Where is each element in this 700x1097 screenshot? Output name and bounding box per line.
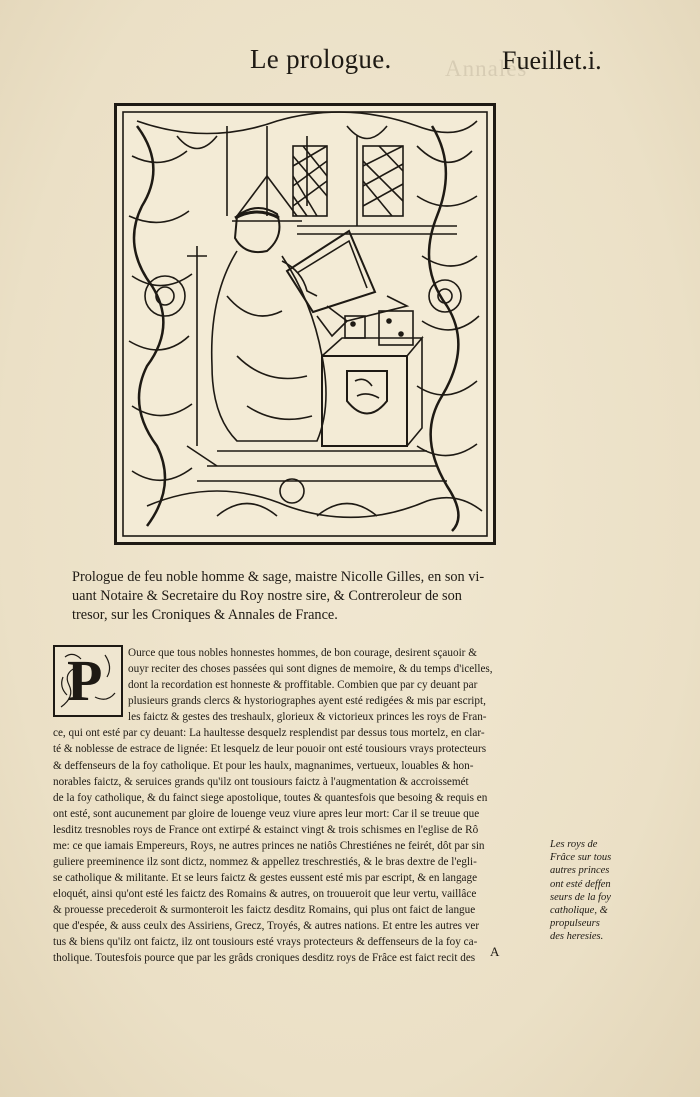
marginal-line: autres princes	[550, 865, 610, 877]
body-line: Ource que tous nobles honnestes hommes, de bon courage, desirent sçauoir &	[128, 647, 477, 659]
marginal-line: des heresies.	[550, 931, 604, 943]
body-line: plusieurs grands clercs & hystoriographes ayent esté redigées & mis par escript,	[128, 695, 486, 708]
heading-line: Prologue de feu noble homme & sage, maistre Nicolle Gilles, en son vi-	[72, 569, 485, 585]
body-line: ouyr reciter des choses passées qui sont dignes de memoire, & du temps d'icelles,	[128, 663, 493, 676]
initial-letter: P	[67, 648, 103, 713]
body-line: lesditz tresnobles roys de France ont extirpé & estainct vingt & trois schismes en l'eglise de Rô	[53, 823, 479, 836]
marginal-line: Frâce sur tous	[550, 852, 612, 864]
body-line: me: ce que iamais Empereurs, Roys, ne autres princes ne natiôs Chrestiénes ne feirét, dôt par sin	[53, 839, 485, 852]
signature-mark: A	[490, 944, 500, 959]
body-line: tus & biens qu'ilz ont faictz, ilz ont tousiours esté vrays protecteurs & deffenseurs de la foy ca-	[53, 936, 478, 949]
body-line: guliere preeminence ilz sont dictz, nommez & appellez treschrestiés, & le bras dextre de l'egli-	[53, 856, 477, 869]
body-line: té & noblesse de estrace de lignée: Et lesquelz de leur pouoir ont esté tousiours vrays protecteurs	[53, 743, 487, 756]
body-line: norables faictz, & seruices grands qu'ilz ont tousiours faictz à l'augmentation & accroissemét	[53, 775, 469, 788]
body-line: dont la recordation est honneste & proffitable. Combien que par cy deuant par	[128, 679, 478, 692]
body-line: de la foy catholique, & du fainct siege apostolique, toutes & quantesfois que besoing & requis en	[53, 791, 488, 804]
body-line: eloquét, ainsi qu'ont esté les faictz des Romains & autres, on trouueroit que leur vertu, vaillâce	[53, 888, 477, 901]
woodcut-illustration	[114, 103, 496, 545]
body-line: & prouesse precederoit & surmonteroit les faictz desditz Romains, qui plus ont faict de langue	[53, 904, 476, 917]
marginal-line: ont esté deffen	[550, 878, 611, 890]
folio-number: Fueillet.i.	[502, 46, 602, 75]
show-through-text: Annales	[445, 56, 528, 81]
body-line: & deffenseurs de la foy catholique. Et pour les haulx, magnanimes, vertueux, louables & hon-	[53, 759, 474, 772]
body-line: se catholique & militante. Et se leurs faictz & gestes eussent esté mis par escript, & en langage	[53, 872, 478, 885]
body-line: ce, qui ont esté par cy deuant: La haultesse desquelz resplendist par dessus tous mortelz, en clar-	[53, 727, 485, 740]
prologue-body	[53, 645, 543, 967]
body-line: tholique. Toutesfois pource que par les grâds croniques desditz roys de Frâce est faict recit des	[53, 952, 476, 965]
body-line: ont esté, sont aucunement par gloire de louenge veuz viure apres leur mort: Car il se treuue que	[53, 807, 480, 820]
marginal-line: propulseurs	[550, 918, 600, 930]
marginal-line: catholique, &	[550, 905, 608, 917]
woodcut-scribe-image	[117, 106, 493, 542]
marginal-line: Les roys de	[550, 839, 598, 850]
body-line: que d'espée, & auss ceulx des Assiriens, Grecz, Troyés, & autres nations. Et entre les autres ver	[53, 920, 480, 933]
body-line: les faictz & gestes des treshaulx, glorieux & victorieux princes les roys de Fran-	[128, 711, 487, 724]
running-title: Le prologue.	[250, 44, 392, 74]
heading-line: tresor, sur les Croniques & Annales de France.	[72, 607, 338, 623]
heading-line: uant Notaire & Secretaire du Roy nostre sire, & Contreroleur de son	[72, 588, 462, 604]
chapter-heading	[72, 568, 552, 625]
marginal-note	[550, 838, 622, 944]
marginal-line: seurs de la foy	[550, 891, 611, 903]
